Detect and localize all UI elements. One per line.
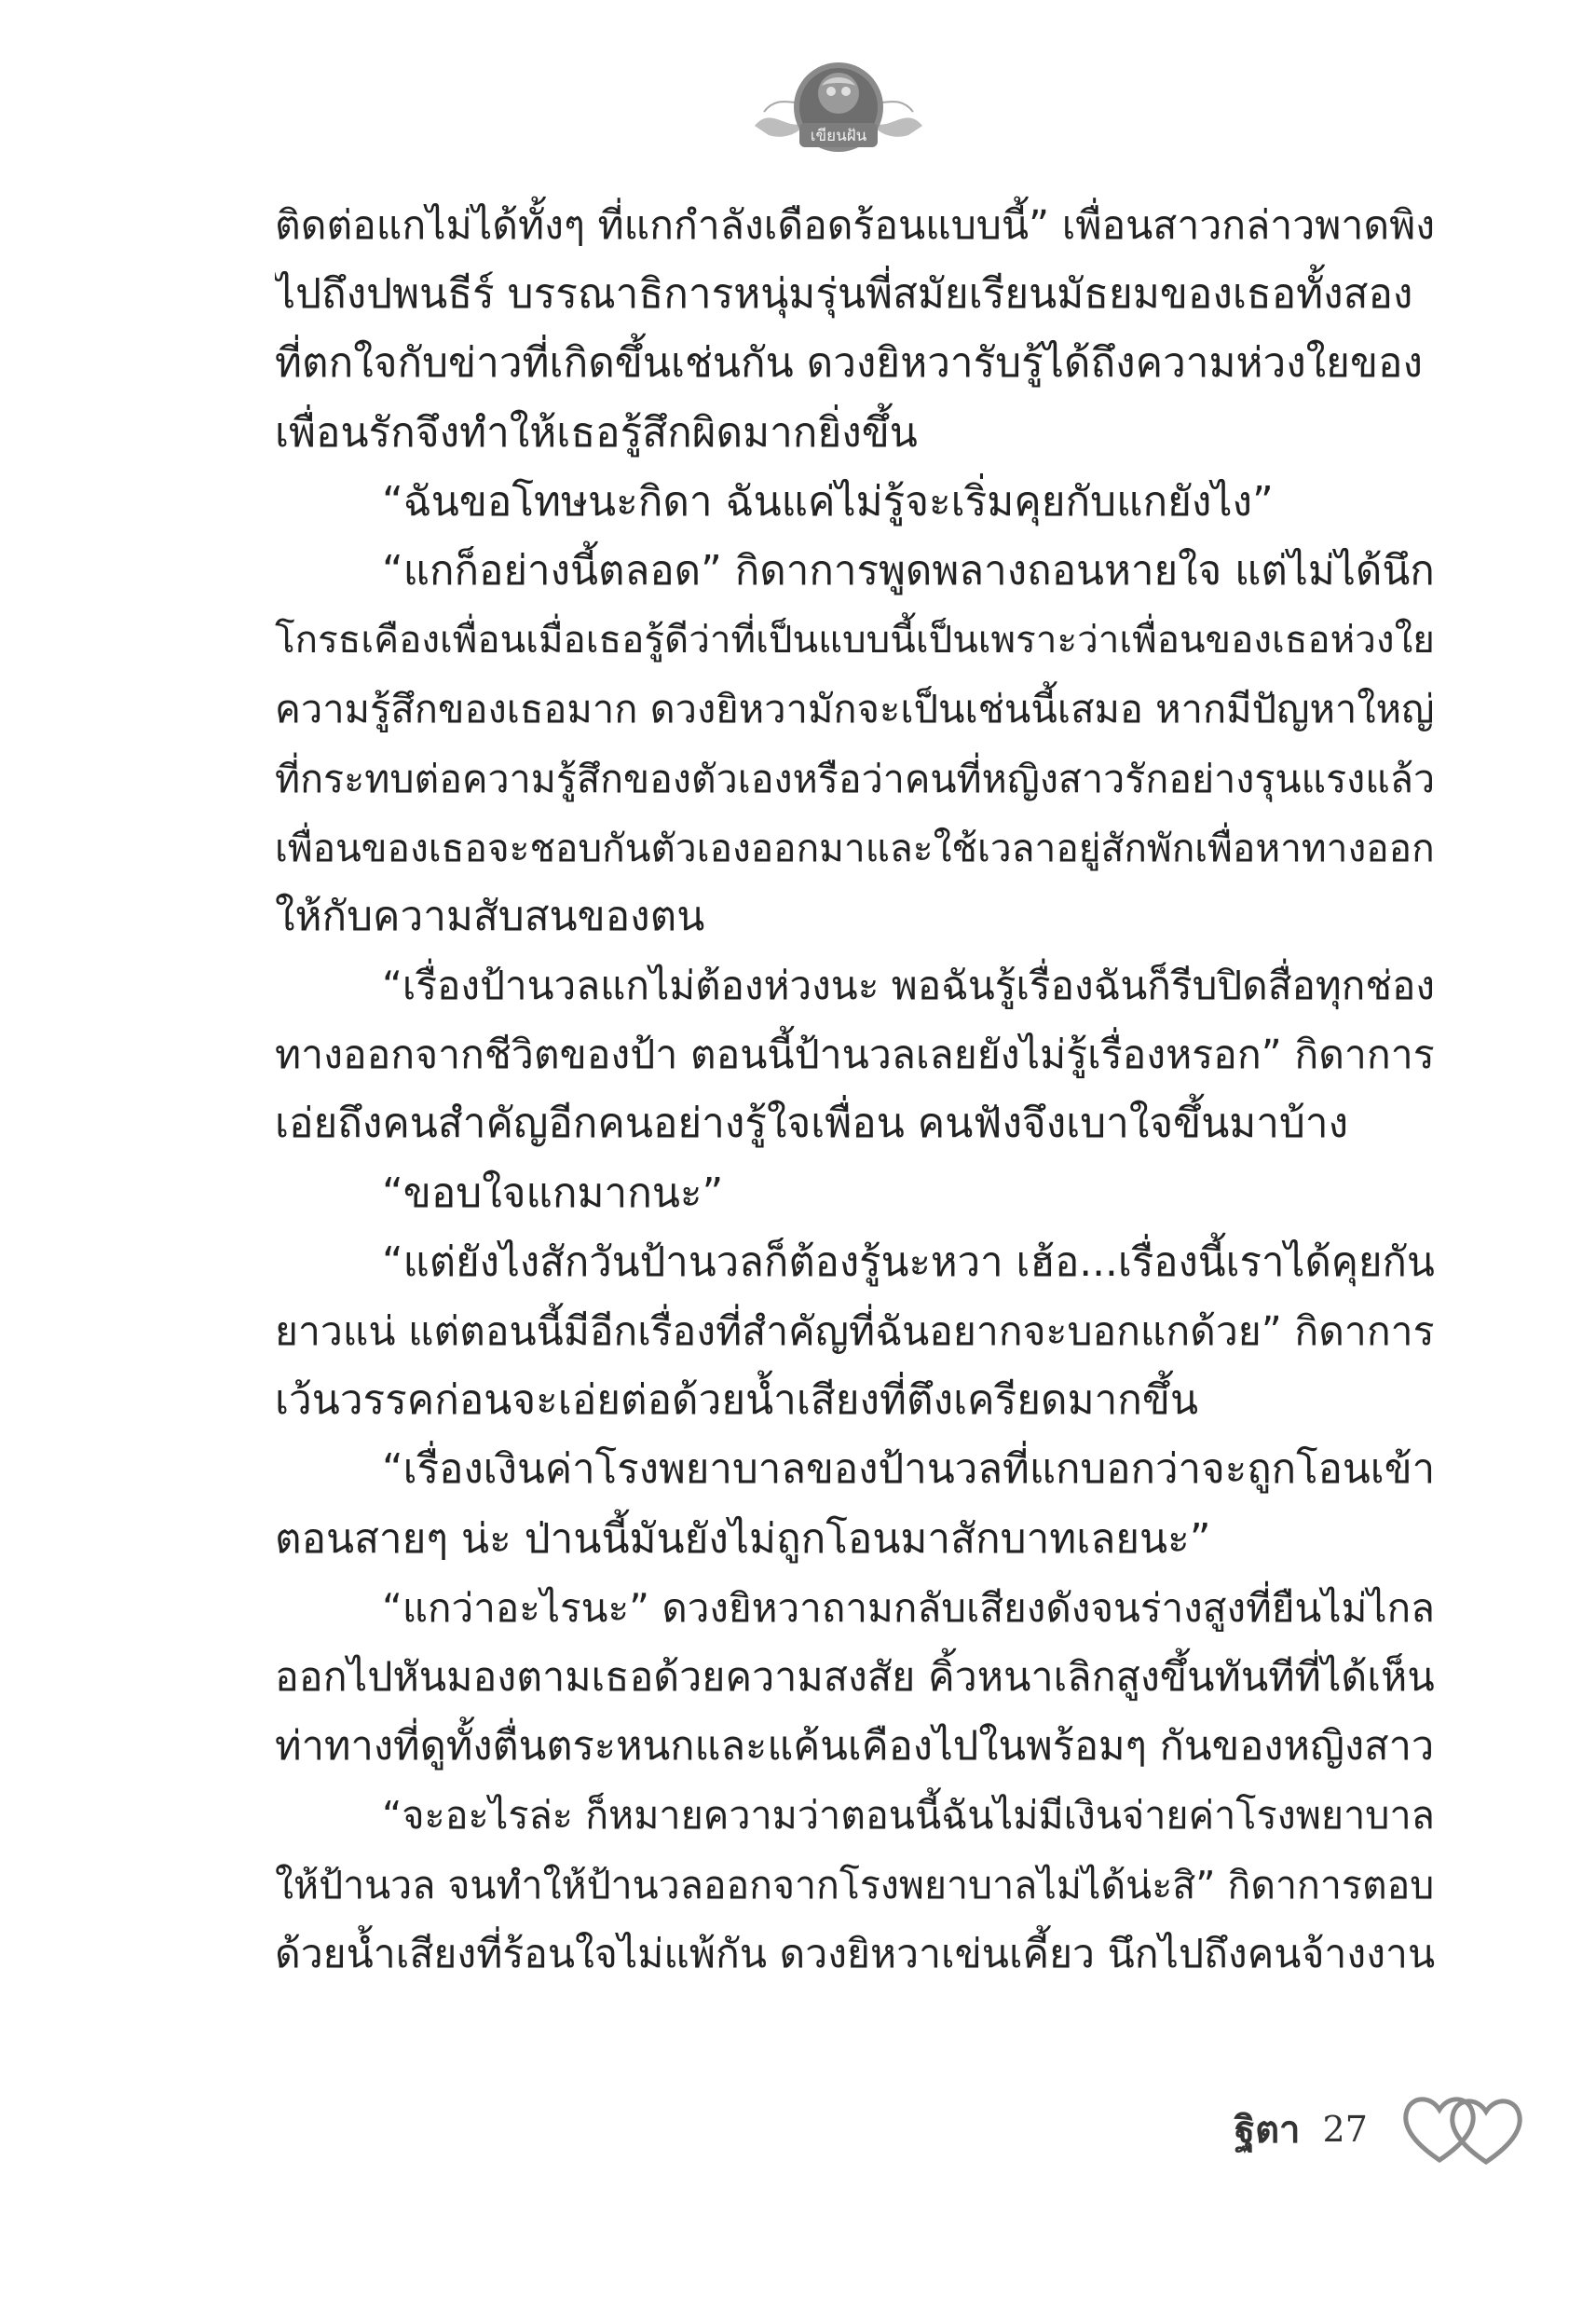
emblem-text: เขียนฝัน bbox=[810, 127, 867, 145]
book-title: ฐิตา bbox=[1235, 2109, 1301, 2152]
text-line: ที่กระทบต่อความรู้สึกของตัวเองหรือว่าคนที่หญิงสาวรักอย่างรุนแรงแล้ว bbox=[275, 756, 1435, 801]
text-line: “แกว่าอะไรนะ” ดวงยิหวาถามกลับเสียงดังจนร่างสูงที่ยืนไม่ไกล bbox=[382, 1584, 1435, 1631]
text-line: ให้กับความสับสนของตน bbox=[275, 892, 705, 940]
double-heart-icon bbox=[1398, 2087, 1537, 2171]
text-line: “ขอบใจแกมากนะ” bbox=[382, 1169, 724, 1217]
text-line: ให้ป้านวล จนทำให้ป้านวลออกจากโรงพยาบาลไม่ได้น่ะสิ” กิดาการตอบ bbox=[275, 1862, 1435, 1908]
text-line: “เรื่องป้านวลแกไม่ต้องห่วงนะ พอฉันรู้เรื่องฉันก็รีบปิดสื่อทุกช่อง bbox=[382, 963, 1435, 1009]
text-line: โกรธเคืองเพื่อนเมื่อเธอรู้ดีว่าที่เป็นแบบนี้เป็นเพราะว่าเพื่อนของเธอห่วงใย bbox=[275, 618, 1435, 663]
text-line: เพื่อนของเธอจะชอบกันตัวเองออกมาและใช้เวลาอยู่สักพักเพื่อหาทางออก bbox=[275, 825, 1435, 870]
text-line: “แต่ยังไงสักวันป้านวลก็ต้องรู้นะหวา เฮ้อ...เรื่องนี้เราได้คุยกัน bbox=[382, 1238, 1435, 1286]
text-line: “จะอะไรล่ะ ก็หมายความว่าตอนนี้ฉันไม่มีเงินจ่ายค่าโรงพยาบาล bbox=[382, 1793, 1435, 1839]
text-line: เว้นวรรคก่อนจะเอ่ยต่อด้วยน้ำเสียงที่ตึงเครียดมากขึ้น bbox=[275, 1376, 1199, 1425]
text-line: ออกไปหันมองตามเธอด้วยความสงสัย คิ้วหนาเลิกสูงขึ้นทันทีที่ได้เห็น bbox=[275, 1653, 1435, 1701]
text-line: ทางออกจากชีวิตของป้า ตอนนี้ป้านวลเลยยังไม่รู้เรื่องหรอก” กิดาการ bbox=[275, 1032, 1435, 1079]
text-line: ความรู้สึกของเธอมาก ดวงยิหวามักจะเป็นเช่นนี้เสมอ หากมีปัญหาใหญ่ bbox=[275, 686, 1435, 732]
text-line: ที่ตกใจกับข่าวที่เกิดขึ้นเช่นกัน ดวงยิหวารับรู้ได้ถึงความห่วงใยของ bbox=[275, 339, 1423, 388]
text-line: ยาวแน่ แต่ตอนนี้มีอีกเรื่องที่สำคัญที่ฉันอยากจะบอกแกด้วย” กิดาการ bbox=[275, 1308, 1435, 1355]
text-line: “แกก็อย่างนี้ตลอด” กิดาการพูดพลางถอนหายใจ แต่ไม่ได้นึก bbox=[382, 546, 1435, 595]
text-line: ด้วยน้ำเสียงที่ร้อนใจไม่แพ้กัน ดวงยิหวาเข่นเคี้ยว นึกไปถึงคนจ้างงาน bbox=[275, 1930, 1435, 1977]
text-line: ท่าทางที่ดูทั้งตื่นตระหนกและแค้นเคืองไปในพร้อมๆ กันของหญิงสาว bbox=[275, 1723, 1435, 1771]
text-line: เอ่ยถึงคนสำคัญอีกคนอย่างรู้ใจเพื่อน คนฟังจึงเบาใจขึ้นมาบ้าง bbox=[275, 1100, 1349, 1148]
text-line: ตอนสายๆ น่ะ ป่านนี้มันยังไม่ถูกโอนมาสักบาทเลยนะ” bbox=[275, 1514, 1211, 1563]
text-line: ไปถึงปพนธีร์ บรรณาธิการหนุ่มรุ่นพี่สมัยเรียนมัธยมของเธอทั้งสอง bbox=[275, 270, 1413, 319]
text-line: เพื่อนรักจึงทำให้เธอรู้สึกผิดมากยิ่งขึ้น bbox=[275, 408, 918, 457]
text-line: ติดต่อแกไม่ได้ทั้งๆ ที่แกกำลังเดือดร้อนแบบนี้” เพื่อนสาวกล่าวพาดพิง bbox=[275, 202, 1435, 249]
ornamental-crest-icon bbox=[745, 37, 932, 177]
page-number: 27 bbox=[1322, 2109, 1368, 2150]
page-footer bbox=[1235, 2087, 1537, 2171]
text-line: “เรื่องเงินค่าโรงพยาบาลของป้านวลที่แกบอกว่าจะถูกโอนเข้า bbox=[382, 1445, 1435, 1494]
body-text bbox=[275, 191, 1435, 2073]
text-line: “ฉันขอโทษนะกิดา ฉันแค่ไม่รู้จะเริ่มคุยกับแกยังไง” bbox=[382, 477, 1274, 526]
